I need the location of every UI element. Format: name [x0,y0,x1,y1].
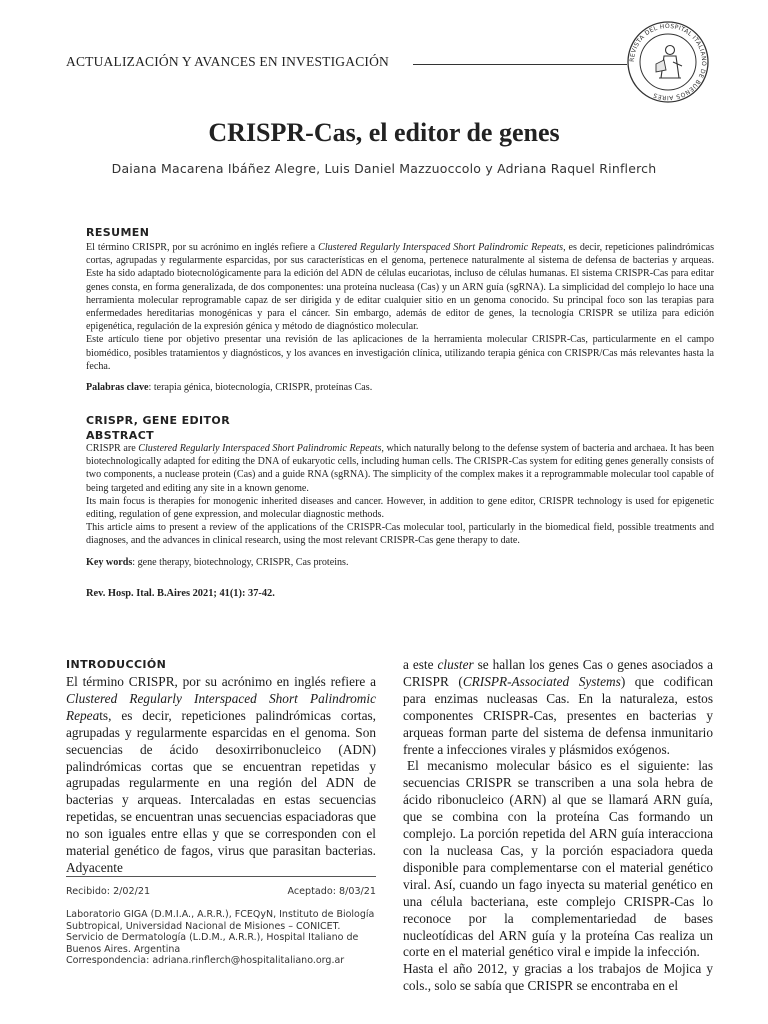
intro-left-column [66,674,376,877]
resumen-section [86,226,714,393]
section-label: ACTUALIZACIÓN Y AVANCES EN INVESTIGACIÓN [66,54,389,69]
intro-paragraph-2: a este cluster se hallan los genes Cas o genes asociados a CRISPR (CRISPR-Associated Systems) que codifican para enzimas nucleasas Cas. En la naturaleza, estos componentes CRISPR-Cas, presentes en bacterias y arqueas forman parte del sistema de defensa inmunitario frente a infecciones virales y plásmidos exógenos. [403,657,714,757]
abstract-paragraph-2: Its main focus is therapies for monogenic inherited diseases and cancer. However, in addition to gene editor, CRISPR technology is used for epigenetic editing, regulation of gene expression, and molecular diagnostic methods. [86,495,714,521]
intro-right-column [403,657,713,995]
abstract-keywords: Key words: gene therapy, biotechnology, CRISPR, Cas proteins. [86,556,349,568]
journal-citation: Rev. Hosp. Ital. B.Aires 2021; 41(1): 37-42. [86,588,275,599]
article-title: CRISPR-Cas, el editor de genes [208,118,560,147]
resumen-keywords: Palabras clave: terapia génica, biotecnología, CRISPR, proteínas Cas. [86,382,373,394]
affiliation-2: Servicio de Dermatología (L.D.M., A.R.R.), Hospital Italiano de Buenos Aires. Argentina [66,932,359,955]
received-date: Recibido: 2/02/21 [66,886,151,897]
journal-seal-logo [626,20,710,104]
article-authors: Daiana Macarena Ibáñez Alegre, Luis Daniel Mazzuoccolo y Adriana Raquel Rinflerch [111,161,657,176]
resumen-paragraph-2: Este artículo tiene por objetivo presentar una revisión de las aplicaciones de la herramienta molecular CRISPR-Cas, particularmente en el campo biomédico, posibles tratamientos y diagnósticos, y los avances en investigación clínica, utilizando terapia génica con CRISPR/Cas más relevantes hasta la fecha. [86,334,714,372]
svg-text:REVISTA DEL HOSPITAL ITALIANO: REVISTA DEL HOSPITAL ITALIANO DE BUENOS AIRES [628,22,708,102]
correspondence-email: Correspondencia: adriana.rinflerch@hospitalitaliano.org.ar [66,955,345,967]
abstract-section [86,414,714,568]
abstract-heading: ABSTRACT [86,429,155,442]
intro-paragraph-3: El mecanismo molecular básico es el siguiente: las secuencias CRISPR se transcriben a una sola hebra de ácido ribonucleico (ARN) al que se llamará ARN guía, que se combina con la proteína Cas formando un complejo. La porción repetida del ARN guía interacciona con la nucleasa Cas, y la porción espaciadora queda disponible para complementarse con el material genético viral. Así, cuando un fago inyecta su material genético en una célula bacteriana, este complejo CRISPR-Cas lo reconoce por la complementariedad de bases nucleotídicas del ARN guía y la proteína Cas realiza un corte en el material genético viral e impide la infección. [403,758,713,960]
abstract-title: CRISPR, GENE EDITOR [86,414,231,427]
intro-paragraph-1: El término CRISPR, por su acrónimo en inglés refiere a Clustered Regularly Interspaced Short Palindromic Repeats, es decir, repeticiones palindrómicas cortas, agrupadas y regularmente esparcidas en el genoma. Son secuencias de ácido desoxirribonucleico (ADN) palindrómicas cortas que se encuentran repetidas y agrupadas regularmente en una región del ADN de bacterias y arqueas. Intercaladas en estas secuencias repetidas, se encuentran unas secuencias espaciadoras que no son iguales entre ellas y que se corresponden con el material genético de fagos, virus que parasitan bacterias. Adyacente [66,674,376,875]
accepted-date: Aceptado: 8/03/21 [287,886,376,897]
abstract-paragraph-1: CRISPR are Clustered Regularly Interspaced Short Palindromic Repeats, which naturally belong to the defense system of bacteria and archaea. It has been biotechnologically adapted for editing the DNA of eukaryotic cells, including human cells. The CRISPR-Cas system for editing genes generally consists of two components, a nuclease protein (Cas) and a guide RNA (sgRNA). The simplicity of the complex makes it a reprogrammable molecular tool capable of being targeted and editing any site in a known genome. [86,443,714,494]
affiliations [66,909,378,967]
footer-divider [66,876,376,877]
affiliation-1: Laboratorio GIGA (D.M.I.A., A.R.R.), FCEQyN, Instituto de Biología Subtropical, Universidad Nacional de Misiones – CONICET. [66,909,375,932]
intro-paragraph-4: Hasta el año 2012, y gracias a los trabajos de Mojica y cols., solo se sabía que CRISPR se encontraba en el [403,961,713,994]
abstract-paragraph-3: This article aims to present a review of the applications of the CRISPR-Cas molecular tool, particularly in the biomedical field, possible treatments and diagnoses, and the advances in clinical research, using the most relevant CRISPR-Cas gene therapy to date. [86,522,714,547]
resumen-heading: RESUMEN [86,226,150,239]
resumen-paragraph-1: El término CRISPR, por su acrónimo en inglés refiere a Clustered Regularly Interspaced Short Palindromic Repeats, es decir, repeticiones palindrómicas cortas, agrupadas y regularmente esparcidas, por sus características en el genoma, pertenece naturalmente al sistema de defensa de bacterias y arqueas. Este ha sido adaptado biotecnológicamente para la edición del ADN de células eucariotas, incluso de células humanas. El sistema CRISPR-Cas para editar genes consta, en forma generalizada, de dos componentes: una proteína nucleasa (Cas) y un ARN guía (sgRNA). La simplicidad del complejo lo hace una herramienta molecular reprogramable capaz de ser dirigida y de editar cualquier sitio en un genoma conocido. Su principal foco son las terapias para enfermedades hereditarias monogénicas y para el cáncer. Sin embargo, además de editor de genes, la tecnología CRISPR se utiliza para edición epigenética, regulación de la expresión génica y método de diagnóstico molecular. [86,242,714,333]
introduccion-heading: INTRODUCCIÓN [66,658,167,671]
header-divider [413,64,627,65]
